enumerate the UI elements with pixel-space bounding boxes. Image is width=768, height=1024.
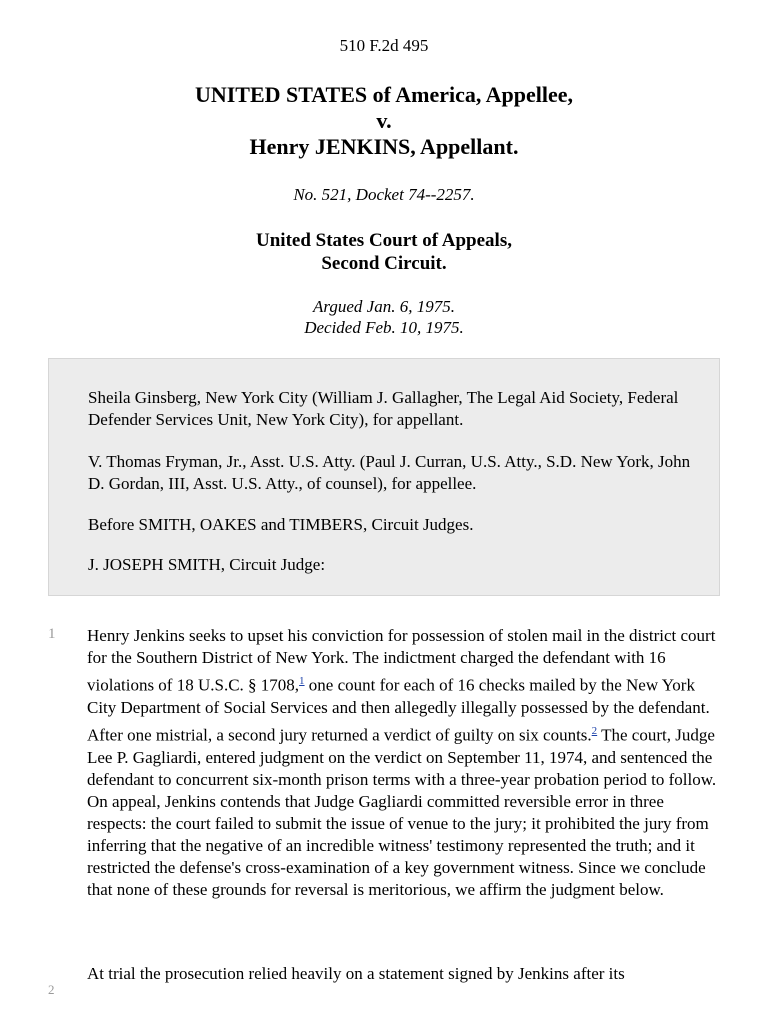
- footnote-link-2[interactable]: 2: [591, 725, 598, 738]
- court-name-line1: United States Court of Appeals,: [256, 230, 512, 251]
- caption-versus: v.: [376, 108, 392, 133]
- decided-date: Decided Feb. 10, 1975.: [304, 318, 464, 337]
- paragraph-text: Henry Jenkins seeks to upset his conviction for possession of stolen mail in the district court for the Southern District of New York. The indictment charged the defendant with 16 violations of 18 U.S.C. § 1708,: [87, 626, 716, 695]
- case-citation: 510 F.2d 495: [339, 36, 429, 55]
- paragraph-number: 2: [48, 982, 55, 997]
- appellant-counsel: Sheila Ginsberg, New York City (William J. Gallagher, The Legal Aid Society, Federal Defender Services Unit, New York City), for appellant.: [88, 388, 679, 429]
- court-name-line2: Second Circuit.: [321, 253, 447, 274]
- paragraph-text: one count for each of 16 checks mailed by the New York City Department of Social Services and then allegedly illegally possessed by the defendant. After one mistrial, a second jury returned a verdict of guilty on six counts.: [87, 675, 710, 745]
- argued-date: Argued Jan. 6, 1975.: [313, 297, 455, 316]
- paragraph-number: 1: [48, 626, 56, 642]
- docket-number: No. 521, Docket 74--2257.: [293, 185, 475, 204]
- paragraph-text: The court, Judge Lee P. Gagliardi, entered judgment on the verdict on September 11, 1974, and sentenced the defendant to concurrent six-month prison terms with a three-year probation period to follow. On appeal, Jenkins contends that Judge Gagliardi committed reversible error in three respects: the court failed to submit the issue of venue to the jury; it prohibited the jury from inferring that the negative of an incredible witness' testimony represented the truth; and it restricted the defense's cross-examination of a key government witness. Since we conclude that none of these grounds for reversal is meritorious, we affirm the judgment below.: [87, 725, 717, 900]
- court-name: [0, 229, 768, 275]
- appellee-counsel: V. Thomas Fryman, Jr., Asst. U.S. Atty. (Paul J. Curran, U.S. Atty., S.D. New York, John D. Gordan, III, Asst. U.S. Atty., of counsel), for appellee.: [88, 452, 691, 493]
- opinion-paragraph-1: [87, 625, 723, 901]
- caption-appellee: UNITED STATES of America, Appellee,: [194, 82, 574, 107]
- footnote-link-1[interactable]: 1: [299, 675, 305, 688]
- case-caption: [0, 82, 768, 160]
- caption-appellant: Henry JENKINS, Appellant.: [249, 134, 519, 159]
- judges-panel: Before SMITH, OAKES and TIMBERS, Circuit Judges.: [88, 515, 474, 534]
- opinion-author: J. JOSEPH SMITH, Circuit Judge:: [88, 555, 326, 574]
- counsel-box: [48, 358, 720, 596]
- opinion-paragraph-2: At trial the prosecution relied heavily on a statement signed by Jenkins after its: [87, 964, 625, 983]
- case-dates: [0, 296, 768, 338]
